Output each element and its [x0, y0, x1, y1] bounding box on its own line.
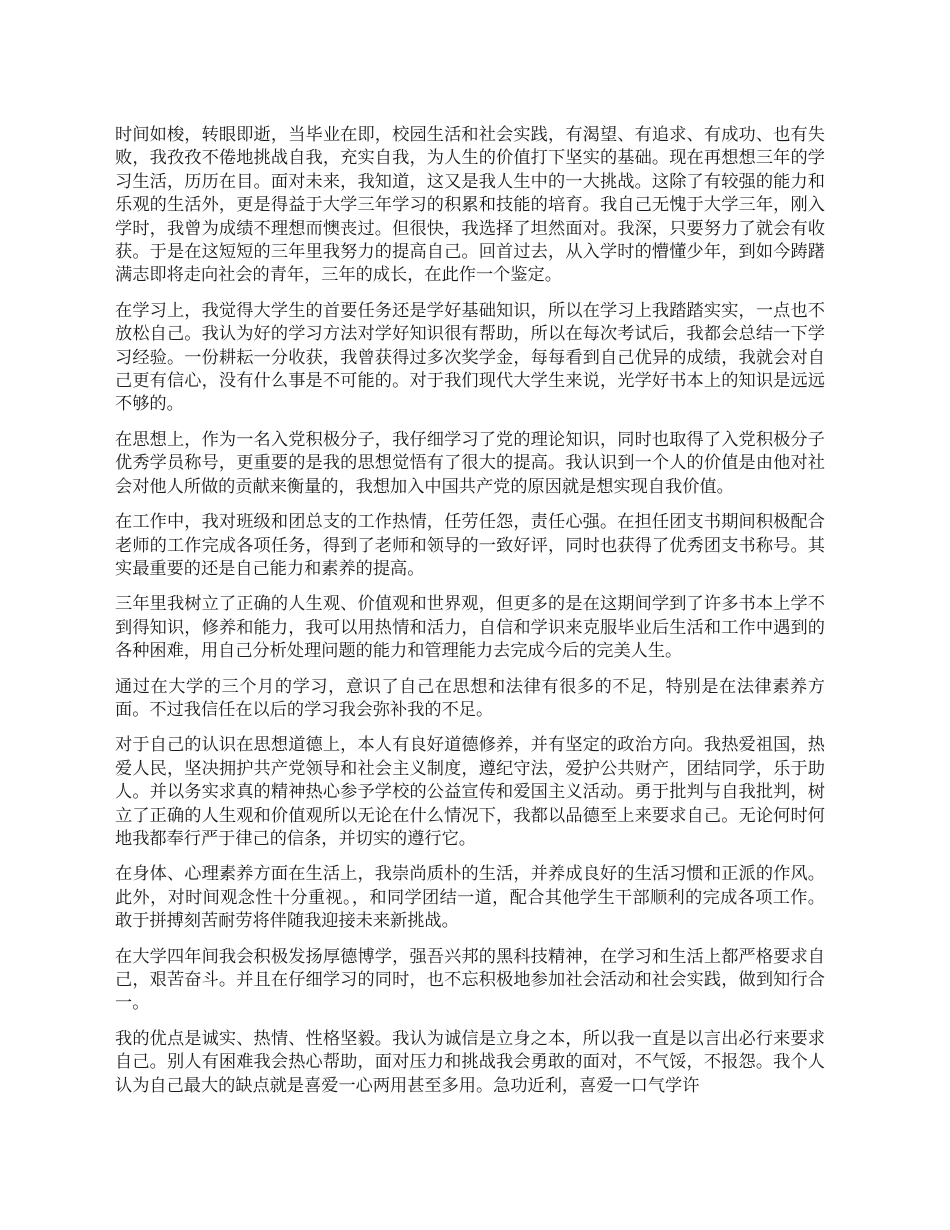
paragraph-morality: 对于自己的认识在思想道德上，本人有良好道德修养，并有坚定的政治方向。我热爱祖国，热爱人民，坚决拥护共产党领导和社会主义制度，遵纪守法，爱护公共财产，团结同学，乐于助人。并以务实求真的精神热心参予学校的公益宣传和爱国主义活动。勇于批判与自我批判，树立了正确的人生观和价值观所以无论在什么情况下，我都以品德至上来要求自己。无论何时何地我都奉行严于律己的信条，并切实的遵行它。 [115, 735, 825, 849]
paragraph-thought: 在思想上，作为一名入党积极分子，我仔细学习了党的理论知识，同时也取得了入党积极分子优秀学员称号，更重要的是我的思想觉悟有了很大的提高。我认识到一个人的价值是由他对社会对他人所做的贡献来衡量的，我想加入中国共产党的原因就是想实现自我价值。 [115, 429, 825, 497]
paragraph-law-study: 通过在大学的三个月的学习，意识了自己在思想和法律有很多的不足，特别是在法律素养方面。不过我信任在以后的学习我会弥补我的不足。 [115, 676, 825, 720]
paragraph-intro: 时间如梭，转眼即逝，当毕业在即，校园生活和社会实践，有渴望、有追求、有成功、也有失败，我孜孜不倦地挑战自我，充实自我，为人生的价值打下坚实的基础。现在再想想三年的学习生活，历历在目。面对未来，我知道，这又是我人生中的一大挑战。这除了有较强的能力和乐观的生活外，更是得益于大学三年学习的积累和技能的培育。我自己无愧于大学三年，刚入学时，我曾为成绩不理想而懊丧过。但很快，我选择了坦然面对。我深，只要努力了就会有收获。于是在这短短的三年里我努力的提高自己。回首过去，从入学时的懵懂少年，到如今踌躇满志即将走向社会的青年，三年的成长，在此作一个鉴定。 [115, 125, 825, 286]
paragraph-physical-mental: 在身体、心理素养方面在生活上，我崇尚质朴的生活，并养成良好的生活习惯和正派的作风。此外，对时间观念性十分重视。，和同学团结一道，配合其他学生干部顺利的完成各项工作。敢于拼搏刻苦耐劳将伴随我迎接未来新挑战。 [115, 864, 825, 932]
paragraph-university-spirit: 在大学四年间我会积极发扬厚德博学，强吾兴邦的黑科技精神，在学习和生活上都严格要求自己，艰苦奋斗。并且在仔细学习的同时，也不忘积极地参加社会活动和社会实践，做到知行合一。 [115, 946, 825, 1014]
document-page [115, 124, 825, 1110]
paragraph-strengths-weaknesses: 我的优点是诚实、热情、性格坚毅。我认为诚信是立身之本，所以我一直是以言出必行来要求自己。别人有困难我会热心帮助，面对压力和挑战我会勇敢的面对，不气馁，不报怨。我个人认为自己最大的缺点就是喜爱一心两用甚至多用。急功近利，喜爱一口气学许 [115, 1028, 825, 1096]
paragraph-study: 在学习上，我觉得大学生的首要任务还是学好基础知识，所以在学习上我踏踏实实，一点也不放松自己。我认为好的学习方法对学好知识很有帮助，所以在每次考试后，我都会总结一下学习经验。一份耕耘一分收获，我曾获得过多次奖学金，每每看到自己优异的成绩，我就会对自己更有信心，没有什么事是不可能的。对于我们现代大学生来说，光学好书本上的知识是远远不够的。 [115, 300, 825, 415]
paragraph-worldview: 三年里我树立了正确的人生观、价值观和世界观，但更多的是在这期间学到了许多书本上学不到得知识，修养和能力，我可以用热情和活力，自信和学识来克服毕业后生活和工作中遇到的各种困难，用自己分析处理问题的能力和管理能力去完成今后的完美人生。 [115, 594, 825, 662]
paragraph-work: 在工作中，我对班级和团总支的工作热情，任劳任怨，责任心强。在担任团支书期间积极配合老师的工作完成各项任务，得到了老师和领导的一致好评，同时也获得了优秀团支书称号。其实最重要的还是自己能力和素养的提高。 [115, 512, 825, 579]
